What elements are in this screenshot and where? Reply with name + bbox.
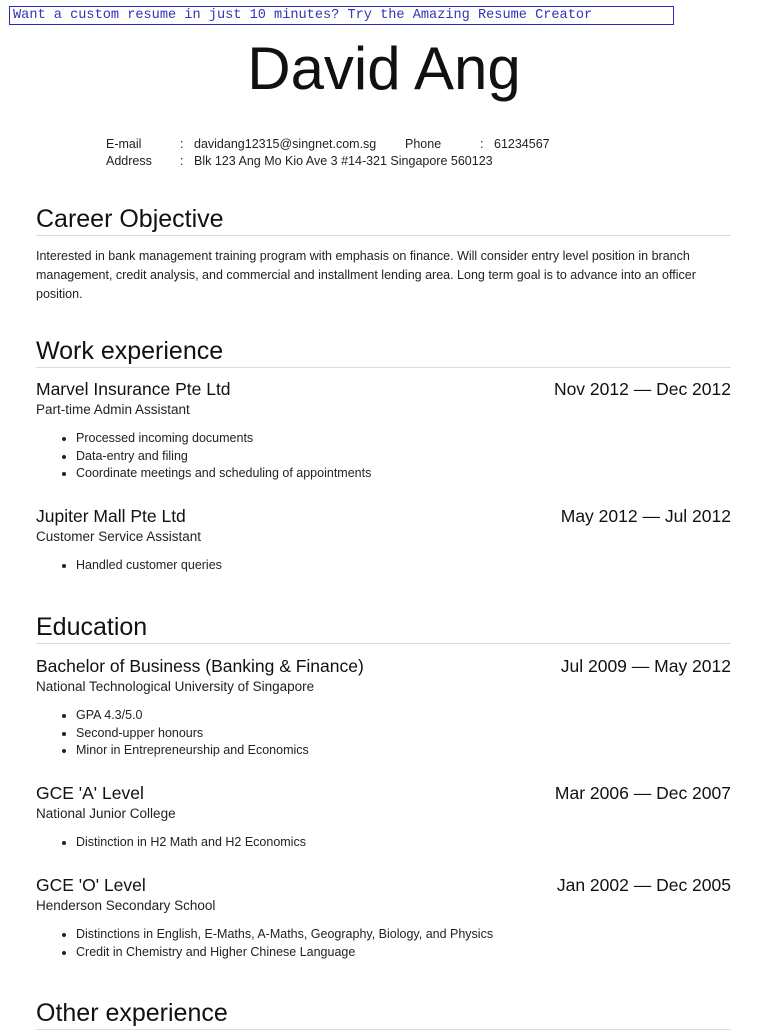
education-entry xyxy=(36,874,731,961)
section-title: Education xyxy=(36,612,731,644)
career-objective-section xyxy=(36,204,731,304)
entry-dates: Jul 2009 — May 2012 xyxy=(560,656,731,676)
separator: : xyxy=(180,154,184,168)
list-item: • Distinctions in English, E-Maths, A-Maths, Geography, Biology, and Physics xyxy=(76,926,731,944)
list-item: • Coordinate meetings and scheduling of appointments xyxy=(76,465,731,483)
career-objective-text: Interested in bank management training program with emphasis on finance. Will consider entry level position in branch management, credit analysis, and commercial and installment lending area. Long term goal is to advance into an officer position. xyxy=(36,249,696,301)
separator: : xyxy=(180,137,184,151)
entry-bullets xyxy=(36,926,731,961)
entry-school: Henderson Secondary School xyxy=(36,898,216,913)
section-title: Other experience xyxy=(36,998,731,1030)
phone-value: 61234567 xyxy=(494,137,550,151)
list-item: • Processed incoming documents xyxy=(76,430,731,448)
section-title: Work experience xyxy=(36,336,731,368)
entry-role: Part-time Admin Assistant xyxy=(36,402,190,417)
entry-degree: GCE 'A' Level xyxy=(36,783,144,803)
list-item: • Distinction in H2 Math and H2 Economics xyxy=(76,834,731,852)
entry-degree: Bachelor of Business (Banking & Finance) xyxy=(36,656,364,676)
education-entry xyxy=(36,782,731,852)
list-item: • GPA 4.3/5.0 xyxy=(76,707,731,725)
entry-bullets xyxy=(36,557,731,575)
list-item: • Credit in Chemistry and Higher Chinese Language xyxy=(76,944,731,962)
education-heading xyxy=(36,612,731,644)
separator: : xyxy=(480,137,484,151)
entry-organization: Marvel Insurance Pte Ltd xyxy=(36,379,231,399)
email-label: E-mail xyxy=(106,137,142,151)
resume-name: David Ang xyxy=(247,35,521,102)
contact-row-address xyxy=(106,153,550,170)
contact-info xyxy=(106,136,550,170)
list-item: • Data-entry and filing xyxy=(76,448,731,466)
entry-organization: Jupiter Mall Pte Ltd xyxy=(36,506,186,526)
entry-school: National Technological University of Singapore xyxy=(36,679,315,694)
entry-school: National Junior College xyxy=(36,806,176,821)
phone-label: Phone xyxy=(405,137,442,151)
address-label: Address xyxy=(106,154,152,168)
email-value: davidang12315@singnet.com.sg xyxy=(194,137,377,151)
work-entry xyxy=(36,505,731,575)
entry-bullets xyxy=(36,707,731,760)
resume-creator-promo-link[interactable]: Want a custom resume in just 10 minutes? Try the Amazing Resume Creator xyxy=(9,6,674,25)
list-item: • Handled customer queries xyxy=(76,557,731,575)
entry-degree: GCE 'O' Level xyxy=(36,875,146,895)
entry-role: Customer Service Assistant xyxy=(36,529,202,544)
entry-dates: Nov 2012 — Dec 2012 xyxy=(553,379,731,399)
contact-row-email xyxy=(106,136,550,153)
list-item: • Minor in Entrepreneurship and Economics xyxy=(76,742,731,760)
work-entry xyxy=(36,378,731,483)
education-entry xyxy=(36,655,731,760)
entry-dates: Mar 2006 — Dec 2007 xyxy=(554,783,731,803)
section-title: Career Objective xyxy=(36,204,731,236)
entry-bullets xyxy=(36,834,731,852)
work-experience-heading xyxy=(36,336,731,368)
entry-dates: May 2012 — Jul 2012 xyxy=(560,506,731,526)
entry-dates: Jan 2002 — Dec 2005 xyxy=(556,875,731,895)
list-item: • Second-upper honours xyxy=(76,725,731,743)
other-experience-heading xyxy=(36,998,731,1030)
entry-bullets xyxy=(36,430,731,483)
address-value: Blk 123 Ang Mo Kio Ave 3 #14-321 Singapore 560123 xyxy=(194,154,493,168)
